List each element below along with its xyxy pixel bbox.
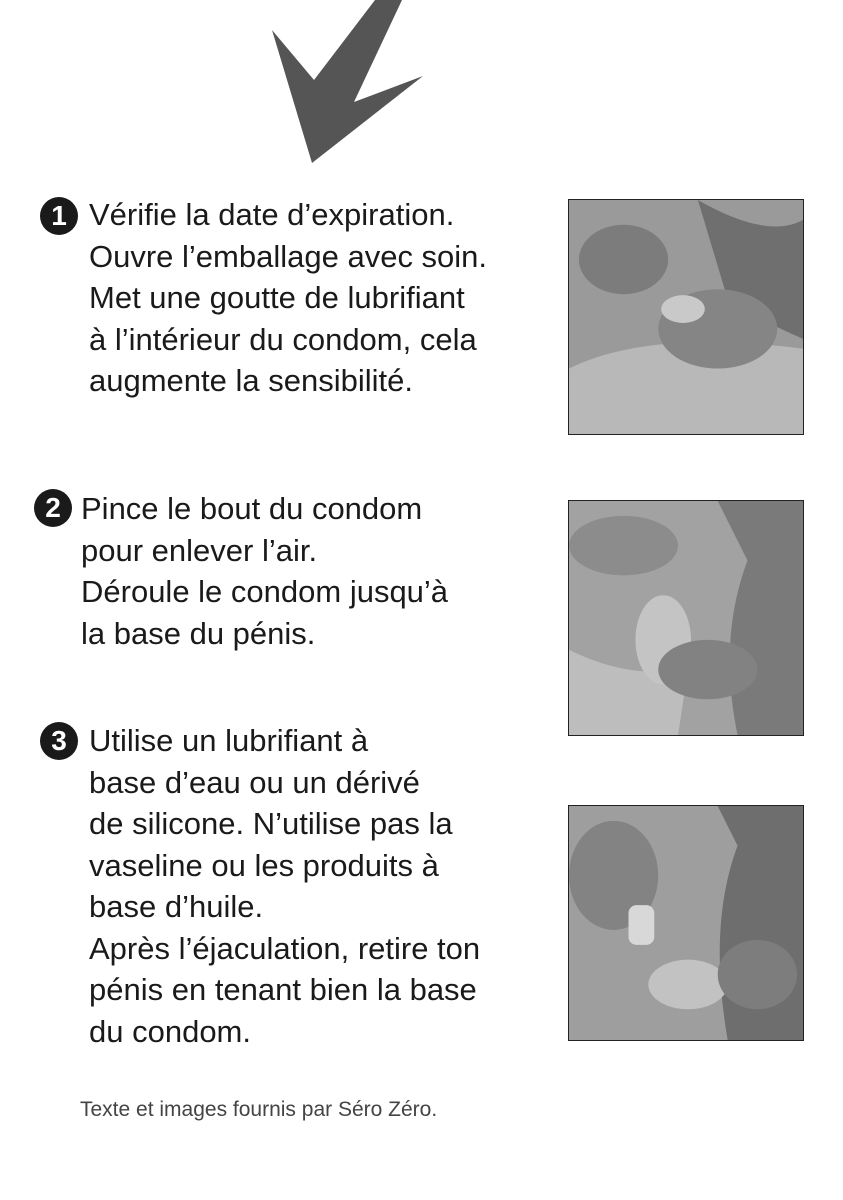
step-2-photo — [568, 500, 804, 736]
text-line: la base du pénis. — [81, 615, 316, 651]
text-line: augmente la sensibilité. — [89, 363, 413, 398]
text-line: pour enlever l’air. — [81, 532, 318, 568]
step-3-photo — [568, 805, 804, 1041]
text-line: Pince le bout du condom — [81, 491, 423, 526]
text-line: base d’eau ou un dérivé — [89, 764, 420, 800]
text-line: Utilise un lubrifiant à — [89, 723, 369, 758]
step-text — [81, 488, 448, 654]
step-1-photo — [568, 199, 804, 435]
text-line: pénis en tenant bien la base — [89, 972, 477, 1007]
text-line: Vérifie la date d’expiration. — [89, 197, 455, 232]
text-line: du condom. — [89, 1013, 251, 1049]
text-line: de silicone. N’utilise pas la — [89, 806, 453, 841]
down-left-arrow-icon — [260, 0, 440, 170]
text-line: Met une goutte de lubrifiant — [89, 280, 465, 315]
text-line: à l’intérieur du condom, cela — [89, 321, 477, 357]
step-text — [89, 720, 480, 1052]
step-text — [89, 194, 487, 402]
text-line: base d’huile. — [89, 889, 264, 924]
step-number-badge: 2 — [34, 489, 72, 527]
text-line: Ouvre l’emballage avec soin. — [89, 238, 488, 274]
step-number-badge: 3 — [40, 722, 78, 760]
text-line: Déroule le condom jusqu’à — [81, 574, 449, 609]
step-number-badge: 1 — [40, 197, 78, 235]
credit-text: Texte et images fournis par Séro Zéro. — [80, 1098, 438, 1121]
text-line: Après l’éjaculation, retire ton — [89, 930, 481, 966]
text-line: vaseline ou les produits à — [89, 847, 439, 883]
